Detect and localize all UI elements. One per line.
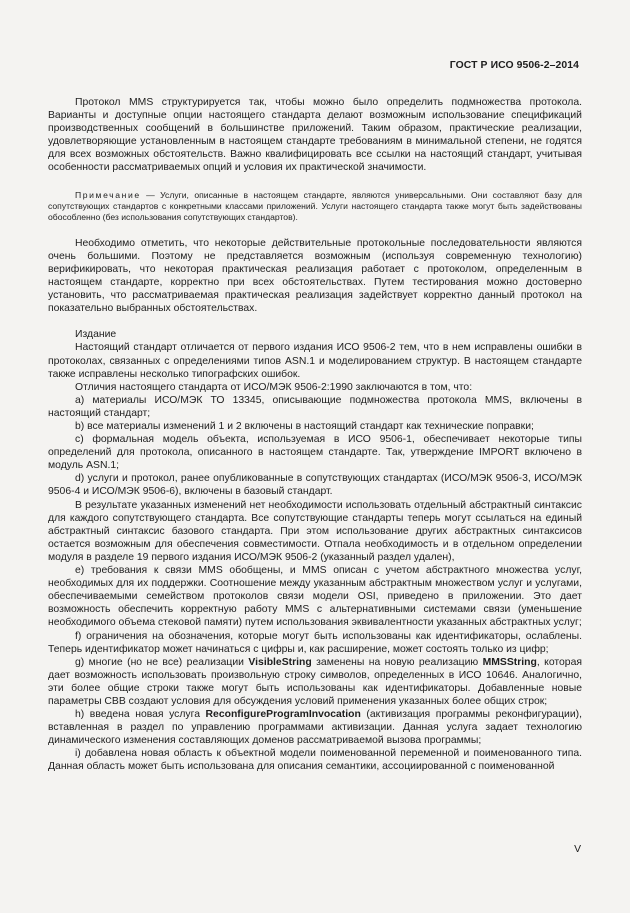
item-g-text: заменены на новую реализацию xyxy=(311,656,483,668)
standard-header: ГОСТ Р ИСО 9506-2–2014 xyxy=(449,60,579,71)
intro-paragraph: Протокол MMS структурируется так, чтобы можно было определить подмножества протокола. Варианты и доступные опции настоящего стандарта делают возможным использование спецификаций производственных сообщений в большинстве приложений. Таким образом, практические реализации, удовлетворяющие установленным в настоящем стандарте требованиям в минимальной степени, не годятся для всех возможных обстоятельств. Важно квалифицировать все ссылки на настоящий стандарт, учитывая особенности рассматриваемых опций и условия их практической значимости. xyxy=(48,97,582,174)
document-body xyxy=(48,96,582,774)
list-item-d: d) услуги и протокол, ранее опубликованные в сопутствующих стандартах (ИСО/МЭК 9506-3, ИСО/МЭК 9506-4 и ИСО/МЭК 9506-6), включены в базовый стандарт. xyxy=(48,473,582,498)
list-item-b: b) все материалы изменений 1 и 2 включены в настоящий стандарт как технические поправки; xyxy=(75,421,534,432)
list-item-g xyxy=(48,656,582,708)
item-g-text: g) многие (но не все) реализации xyxy=(75,656,249,668)
note-label: Примечание xyxy=(75,189,141,200)
note-text: — Услуги, описанные в настоящем стандарте, являются универсальными. Они составляют базу для сопутствующих стандартов с конкретными классами приложений. Услуги настоящего стандарта также могут быть задействованы обособленно (без использования сопутствующих стандартов). xyxy=(48,189,582,223)
list-item-h xyxy=(48,708,582,747)
item-h-text: (активизация программы реконфигурации), вставленная в раздел по управлению программами активизации. Данная услуга задает технологию динамического изменения составляющих доменов рассматриваемой вызова программы; xyxy=(48,709,582,747)
list-item-e: е) требования к связи MMS обобщены, и MMS описан с учетом абстрактного множества услуг, необходимых для их поддержки. Соотношение между указанным абстрактным множеством услуг и услугами, обеспечиваемыми семейством протоколов связи модели OSI, приведено в приложении. Это дает возможность обеспечить корректную работу MMS с альтернативными системами связи (уменьшение необходимого объема стековой памяти) путем использования эквивалентности указанных абстрактных услуг; xyxy=(48,565,582,629)
differences-intro: Отличия настоящего стандарта от ИСО/МЭК 9506-2:1990 заключаются в том, что: xyxy=(75,381,473,393)
list-item-i: i) добавлена новая область к объектной модели поименованной переменной и поименованного типа. Данная область может быть использована для описания семантики, ассоциированной с поименованной xyxy=(48,748,582,773)
list-item-d-continuation: В результате указанных изменений нет необходимости использовать отдельный абстрактный синтаксис для каждого сопутствующего стандарта. Все сопутствующие стандарты теперь могут ссылаться на единый абстрактный синтаксис базового стандарта. При этом использование других абстрактных синтаксисов остается возможным для обеспечения совместимости. Отпала необходимость и в отдельном определении модуля в разделе 19 первого издания ИСО/МЭК 9506-2 (указанный раздел удален), xyxy=(48,499,582,563)
edition-heading: Издание xyxy=(75,329,117,341)
note xyxy=(48,190,582,224)
list-item-c: с) формальная модель объекта, используемая в ИСО 9506-1, обеспечивает некоторые типы определений для протокола, описанного в настоящем стандарте. Так, утверждение IMPORT включено в модуль ASN.1; xyxy=(48,434,582,472)
visiblestring-term: VisibleString xyxy=(248,656,312,668)
item-g-text: , которая дает возможность использовать произвольную строку символов, определенных в ИСО 10646. Аналогично, эти более общие строки также могут быть использованы как идентификаторы. Добавленные новые параметры CBB создают условия для обсуждения условий применения указанных более общих строк; xyxy=(48,656,582,707)
sequences-paragraph: Необходимо отметить, что некоторые действительные протокольные последовательности являются очень большими. Поэтому не представляется возможным (используя современную технологию) верификировать, что некоторая практическая реализация работает с протоколом, определенным в настоящем стандарте, корректно при всех обстоятельствах. Путем тестирования можно достоверно установить, что рассматриваемая практическая реализация задействует корректно данный протокол на показательно выбранных обстоятельствах. xyxy=(48,237,582,315)
item-h-text: h) введена новая услуга xyxy=(75,709,206,721)
page-number: V xyxy=(574,844,581,855)
mmsstring-term: MMSString xyxy=(482,656,537,668)
list-item-f: f) ограничения на обозначения, которые могут быть использованы как идентификаторы, ослаблены. Теперь идентификатор может начинаться с цифры и, как расширение, может состоять только из цифр; xyxy=(48,630,582,655)
reconfigure-term: ReconfigureProgramInvocation xyxy=(205,709,361,721)
list-item-a: а) материалы ИСО/МЭК ТО 13345, описывающие подмножества протокола MMS, включены в настоящий стандарт; xyxy=(48,394,582,419)
edition-paragraph: Настоящий стандарт отличается от первого издания ИСО 9506-2 тем, что в нем исправлены ошибки в протоколах, связанных с определениями типов ASN.1 и моделированием структур. В настоящем стандарте также исправлены несколько типографских ошибок. xyxy=(48,342,582,380)
